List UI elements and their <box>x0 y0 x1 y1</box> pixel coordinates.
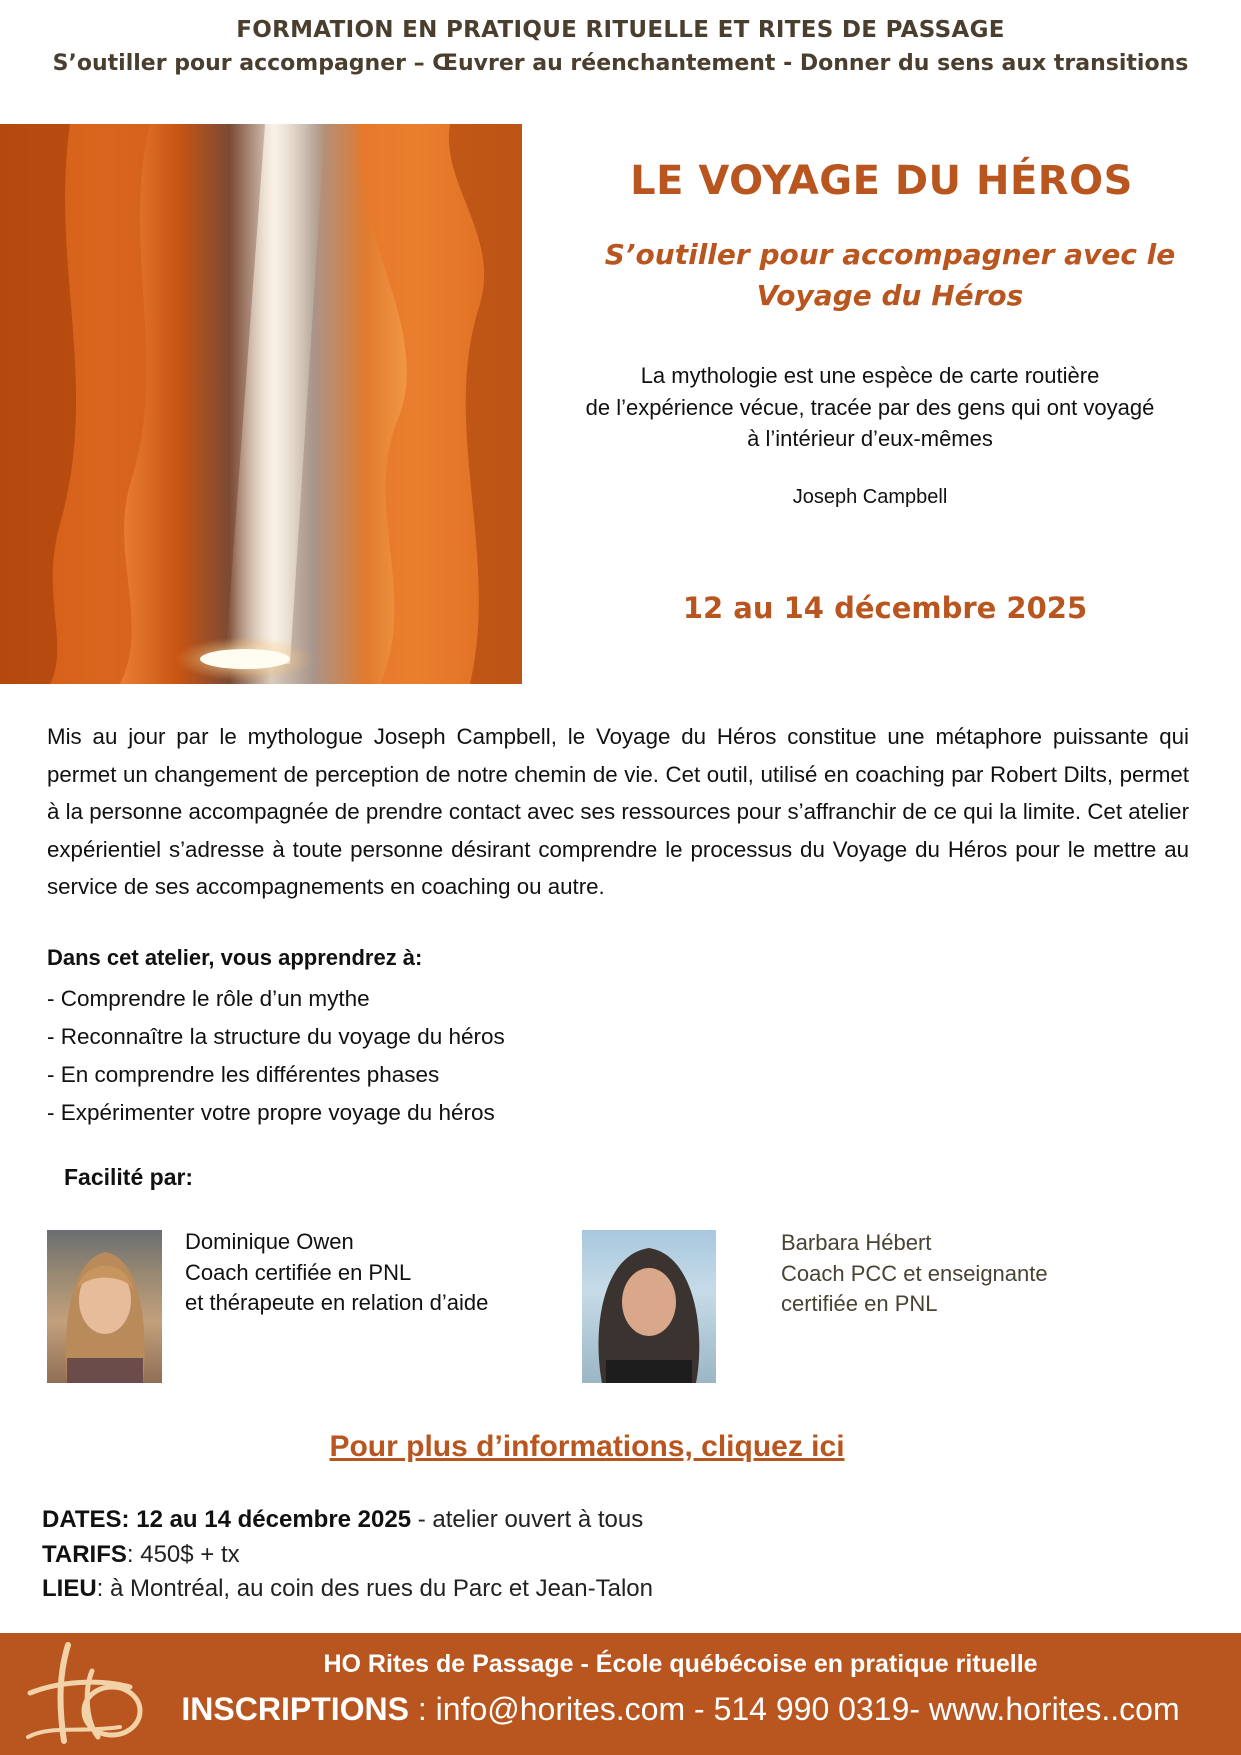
campbell-quote <box>540 360 1200 455</box>
facilitators-heading: Facilité par: <box>64 1164 194 1190</box>
contact-details: : info@horites.com - 514 990 0319- www.horites..com <box>408 1691 1180 1727</box>
facilitator-hebert <box>781 1228 1048 1320</box>
quote-line: de l’expérience vécue, tracée par des gens qui ont voyagé <box>585 394 1155 420</box>
facilitator-role: Coach PCC et enseignante <box>781 1260 1048 1286</box>
quote-line: à l’intérieur d’eux-mêmes <box>747 426 993 451</box>
dates-label: DATES: 12 au 14 décembre 2025 <box>42 1506 412 1533</box>
inscriptions-contact <box>120 1691 1241 1728</box>
quote-line: La mythologie est une espèce de carte routière <box>640 363 1100 388</box>
tarifs-value: : 450$ + tx <box>126 1541 240 1568</box>
event-title: LE VOYAGE DU HÉROS <box>630 158 1133 204</box>
facilitator-role: Coach certifiée en PNL <box>185 1259 412 1285</box>
list-item: - En comprendre les différentes phases <box>47 1062 440 1087</box>
lieu-line <box>42 1575 653 1603</box>
list-item: - Expérimenter votre propre voyage du héros <box>47 1100 495 1125</box>
facilitator-role: et thérapeute en relation d’aide <box>185 1290 489 1315</box>
avatar <box>47 1230 162 1383</box>
subtitle-line: S’outiller pour accompagner avec le <box>604 238 1176 271</box>
event-subtitle <box>585 234 1195 316</box>
list-item: - Reconnaître la structure du voyage du héros <box>47 1024 505 1049</box>
lieu-label: LIEU <box>42 1575 97 1602</box>
learn-list <box>47 980 505 1132</box>
canyon-light-photo <box>0 124 522 684</box>
learn-heading: Dans cet atelier, vous apprendrez à: <box>47 945 423 970</box>
event-description: Mis au jour par le mythologue Joseph Campbell, le Voyage du Héros constitue une métaphore puissante qui permet un changement de perception de notre chemin de vie. Cet outil, utilisé en coaching par Robert Dilts, permet à la personne accompagnée de prendre contact avec ses ressources pour s’affranchir de ce qui la limite. Cet atelier expérientiel s’adresse à toute personne désirant comprendre le processus du Voyage du Héros pour le mettre au service de ses accompagnements en coaching ou autre. <box>47 724 1189 899</box>
event-date: 12 au 14 décembre 2025 <box>682 591 1088 625</box>
facilitator-name: Dominique Owen <box>185 1229 354 1254</box>
inscriptions-label: INSCRIPTIONS <box>181 1691 409 1727</box>
organization-name: HO Rites de Passage - École québécoise en pratique rituelle <box>323 1650 1038 1678</box>
subtitle-line: Voyage du Héros <box>756 279 1024 312</box>
more-info-link[interactable]: Pour plus d’informations, cliquez ici <box>329 1430 845 1463</box>
quote-author: Joseph Campbell <box>792 486 948 508</box>
list-item: - Comprendre le rôle d’un mythe <box>47 986 370 1011</box>
tarifs-label: TARIFS <box>42 1541 127 1568</box>
facilitator-role: certifiée en PNL <box>781 1291 938 1316</box>
dates-line <box>42 1506 643 1534</box>
avatar <box>582 1230 716 1383</box>
program-title: FORMATION EN PRATIQUE RITUELLE ET RITES DE PASSAGE <box>236 17 1005 43</box>
tarifs-line <box>42 1541 240 1569</box>
program-tagline: S’outiller pour accompagner – Œuvrer au réenchantement - Donner du sens aux transitions <box>52 51 1189 76</box>
lieu-value: : à Montréal, au coin des rues du Parc et Jean-Talon <box>96 1575 653 1602</box>
footer-banner <box>0 1633 1241 1755</box>
dates-value: - atelier ouvert à tous <box>411 1506 644 1533</box>
facilitator-owen <box>185 1227 488 1319</box>
facilitator-name: Barbara Hébert <box>781 1230 932 1255</box>
